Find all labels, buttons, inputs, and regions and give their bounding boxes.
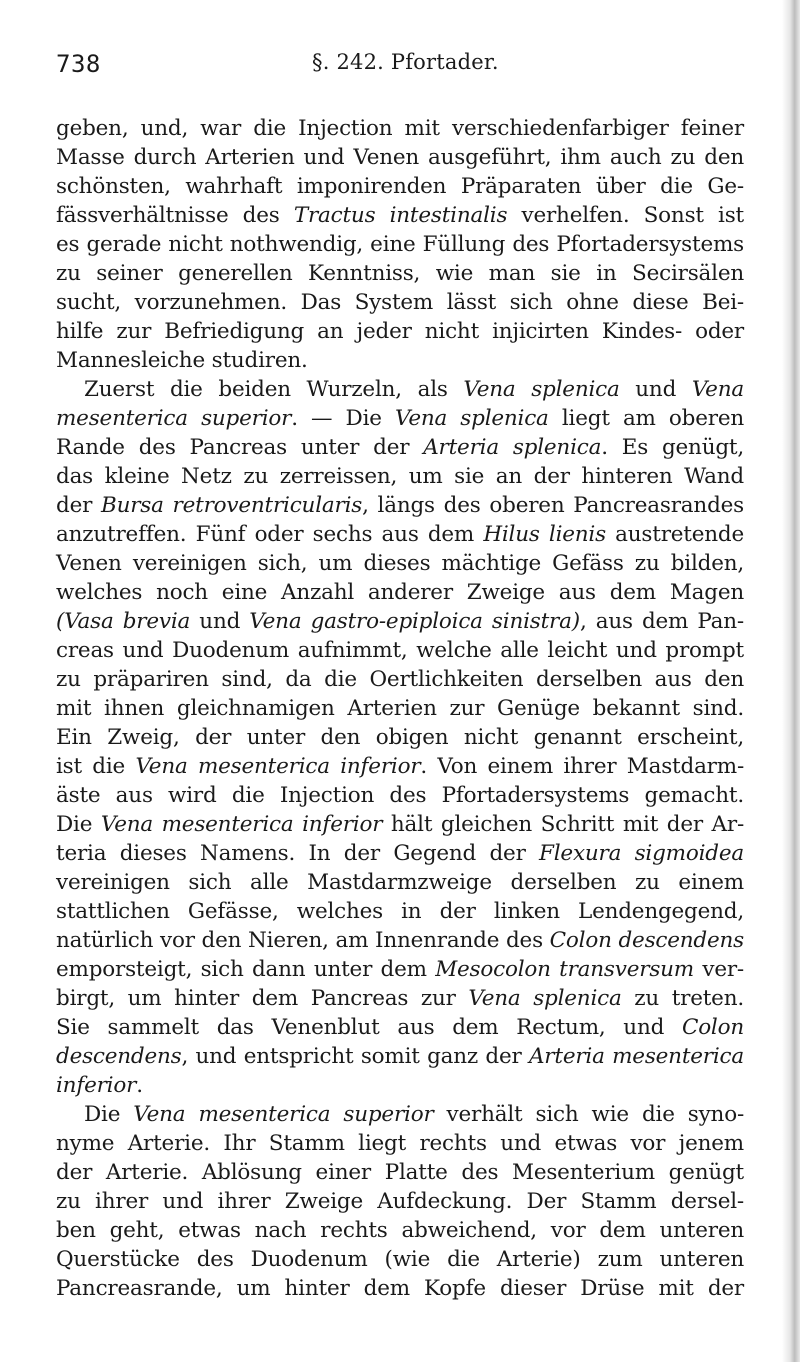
italic-term: Colon (681, 1015, 744, 1040)
italic-term: Vena mesenterica inferior (100, 812, 383, 837)
text-line: Die Vena mesenterica superior verhält sich wie die syno- (84, 1102, 745, 1127)
text-line: hilfe zur Befriedigung an jeder nicht injicirten Kindes- oder (56, 319, 744, 344)
running-header (56, 44, 756, 80)
italic-term: Vena splenica (468, 986, 622, 1011)
text-line: welches noch eine Anzahl anderer Zweige aus dem Magen (56, 580, 744, 605)
text-line: der Bursa retroventricularis, längs des oberen Pancreasrandes (56, 493, 744, 518)
body-text (56, 114, 744, 1303)
text-line: (Vasa brevia und Vena gastro-epiploica sinistra), aus dem Pan- (56, 609, 744, 634)
text-line: zu ihrer und ihrer Zweige Aufdeckung. Der Stamm dersel- (56, 1189, 744, 1214)
text-line: Sie sammelt das Venenblut aus dem Rectum, und Colon (56, 1015, 744, 1040)
page-edge-shadow (782, 0, 800, 1362)
text-line: nyme Arterie. Ihr Stamm liegt rechts und etwas vor jenem (56, 1131, 744, 1156)
text-line: anzutreffen. Fünf oder sechs aus dem Hilus lienis austretende (56, 522, 744, 547)
text-line: sucht, vorzunehmen. Das System lässt sich ohne diese Bei- (56, 290, 744, 315)
italic-term: mesenterica superior (56, 406, 292, 431)
text-line: es gerade nicht nothwendig, eine Füllung des Pfortadersystems (56, 232, 744, 257)
text-line: mesenterica superior. — Die Vena splenica liegt am oberen (56, 406, 745, 431)
section-title: §. 242. Pfortader. (312, 50, 499, 74)
text-line: fässverhältnisse des Tractus intestinalis verhelfen. Sonst ist (56, 203, 744, 228)
italic-term: Vena splenica (394, 406, 549, 431)
text-line: birgt, um hinter dem Pancreas zur Vena splenica zu treten. (56, 986, 744, 1011)
italic-term: Arteria mesenterica (528, 1044, 744, 1069)
text-line: Pancreasrande, um hinter dem Kopfe dieser Drüse mit der (56, 1276, 744, 1301)
italic-term: Vena splenica (463, 377, 620, 402)
text-line: Masse durch Arterien und Venen ausgeführt, ihm auch zu den (56, 145, 744, 170)
italic-term: Vena gastro-epiploica sinistra) (249, 609, 580, 634)
text-line: vereinigen sich alle Mastdarmzweige derselben zu einem (56, 870, 744, 895)
italic-term: Vena (691, 377, 744, 402)
text-line: descendens, und entspricht somit ganz der Arteria mesenterica (56, 1044, 744, 1069)
text-line: Mannesleiche studiren. (56, 348, 308, 373)
text-line: mit ihnen gleichnamigen Arterien zur Genüge bekannt sind. (56, 696, 744, 721)
italic-term: inferior (56, 1073, 137, 1098)
text-line: inferior. (56, 1073, 143, 1098)
italic-term: Bursa retroventricularis (100, 493, 363, 518)
text-line: Rande des Pancreas unter der Arteria splenica. Es genügt, (56, 435, 744, 460)
italic-term: Arteria splenica (423, 435, 602, 460)
text-line: Querstücke des Duodenum (wie die Arterie) zum unteren (56, 1247, 744, 1272)
italic-term: (Vasa brevia (56, 609, 191, 634)
italic-term: Colon descendens (549, 928, 744, 953)
text-line: schönsten, wahrhaft imponirenden Präparaten über die Ge- (56, 174, 744, 199)
text-line: Zuerst die beiden Wurzeln, als Vena splenica und Vena (84, 377, 744, 402)
text-line: zu präpariren sind, da die Oertlichkeiten derselben aus den (56, 667, 744, 692)
text-line: Venen vereinigen sich, um dieses mächtige Gefäss zu bilden, (56, 551, 744, 576)
text-line: der Arterie. Ablösung einer Platte des Mesenterium genügt (56, 1160, 744, 1185)
italic-term: Vena mesenterica superior (133, 1102, 434, 1127)
italic-term: descendens (56, 1044, 182, 1069)
text-line: Die Vena mesenterica inferior hält gleichen Schritt mit der Ar- (56, 812, 745, 837)
italic-term: Mesocolon transversum (435, 957, 694, 982)
page-number: 738 (56, 50, 101, 78)
text-line: teria dieses Namens. In der Gegend der Flexura sigmoidea (56, 841, 744, 866)
text-line: creas und Duodenum aufnimmt, welche alle leicht und prompt (56, 638, 744, 663)
text-line: ben geht, etwas nach rechts abweichend, vor dem unteren (56, 1218, 744, 1243)
text-line: geben, und, war die Injection mit verschiedenfarbiger feiner (56, 116, 744, 141)
text-line: zu seiner generellen Kenntniss, wie man sie in Secirsälen (56, 261, 744, 286)
text-line: äste aus wird die Injection des Pfortadersystems gemacht. (56, 783, 744, 808)
italic-term: Hilus lienis (483, 522, 606, 547)
text-line: ist die Vena mesenterica inferior. Von einem ihrer Mastdarm- (56, 754, 745, 779)
italic-term: Flexura sigmoidea (539, 841, 744, 866)
italic-term: Vena mesenterica inferior (135, 754, 421, 779)
text-line: stattlichen Gefässe, welches in der linken Lendengegend, (56, 899, 744, 924)
text-line: Ein Zweig, der unter den obigen nicht genannt erscheint, (56, 725, 744, 750)
text-line: das kleine Netz zu zerreissen, um sie an der hinteren Wand (56, 464, 744, 489)
italic-term: Tractus intestinalis (293, 203, 508, 228)
text-line: natürlich vor den Nieren, am Innenrande des Colon descendens (56, 928, 744, 953)
text-line: emporsteigt, sich dann unter dem Mesocolon transversum ver- (56, 957, 744, 982)
